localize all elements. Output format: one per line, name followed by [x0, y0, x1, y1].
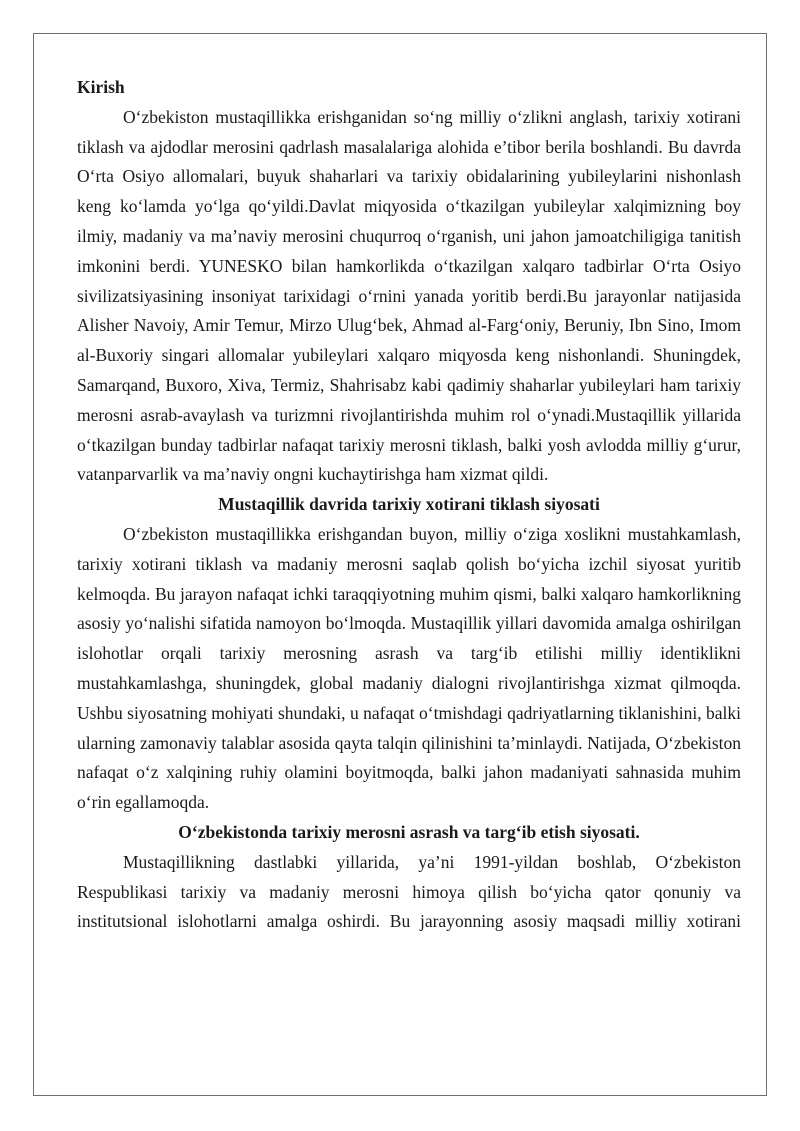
heading-section-historical-memory: Mustaqillik davrida tarixiy xotirani tiklash siyosati: [218, 494, 600, 515]
paragraph-intro: O‘zbekiston mustaqillikka erishganidan so‘ng milliy o‘zlikni anglash, tarixiy xotirani tiklash va ajdodlar merosini qadrlash masalalariga alohida e’tibor berila boshlandi. Bu davrda O‘rta Osiyo allomalari, buyuk shaharlari va tarixiy obidalarining yubileylarini nishonlash keng ko‘lamda yo‘lga qo‘yildi.Davlat miqyosida o‘tkazilgan yubileylar xalqimizning boy ilmiy, madaniy va ma’naviy merosini chuqurroq o‘rganish, uni jahon jamoatchiligiga tanitish imkonini berdi. YUNESKO bilan hamkorlikda o‘tkazilgan xalqaro tadbirlar O‘rta Osiyo sivilizatsiyasining insoniyat tarixidagi o‘rnini yanada yoritib berdi.Bu jarayonlar natijasida Alisher Navoiy, Amir Temur, Mirzo Ulug‘bek, Ahmad al-Farg‘oniy, Beruniy, Ibn Sino, Imom al-Buxoriy singari allomalar yubileylari xalqaro miqyosda keng nishonlandi. Shuningdek, Samarqand, Buxoro, Xiva, Termiz, Shahrisabz kabi qadimiy shaharlar yubileylari ham tarixiy merosni asrab-avaylash va turizmni rivojlantirishda muhim rol o‘ynadi.Mustaqillik yillarida o‘tkazilgan bunday tadbirlar nafaqat tarixiy merosni tiklash, balki yosh avlodda milliy g‘urur, vatanparvarlik va ma’naviy ongni kuchaytirishga ham xizmat qildi.: [77, 106, 741, 485]
heading-intro: Kirish: [77, 77, 125, 97]
document-body: [77, 73, 741, 937]
paragraph-heritage-policy: Mustaqillikning dastlabki yillarida, ya’ni 1991-yildan boshlab, O‘zbekiston Respublikasi tarixiy va madaniy merosni himoya qilish bo‘yicha qator qonuniy va institutsional islohotlarni amalga oshirdi. Bu jarayonning asosiy maqsadi milliy xotirani: [77, 851, 741, 932]
heading-section-heritage-policy: O‘zbekistonda tarixiy merosni asrash va targ‘ib etish siyosati.: [178, 821, 640, 842]
paragraph-historical-memory: O‘zbekiston mustaqillikka erishgandan buyon, milliy o‘ziga xoslikni mustahkamlash, tarixiy xotirani tiklash va madaniy merosni saqlab qolish bo‘yicha izchil siyosat yuritib kelmoqda. Bu jarayon nafaqat ichki taraqqiyotning muhim qismi, balki xalqaro hamkorlikning asosiy yo‘nalishi sifatida namoyon bo‘lmoqda. Mustaqillik yillari davomida amalga oshirilgan islohotlar orqali tarixiy merosning asrash va targ‘ib etilishi milliy identiklikni mustahkamlashga, shuningdek, global madaniy dialogni rivojlantirishga xizmat qilmoqda. Ushbu siyosatning mohiyati shundaki, u nafaqat o‘tmishdagi qadriyatlarning tiklanishini, balki ularning zamonaviy talablar asosida qayta talqin qilinishini ta’minlaydi. Natijada, O‘zbekiston nafaqat o‘z xalqining ruhiy olamini boyitmoqda, balki jahon madaniyati sahnasida muhim o‘rin egallamoqda.: [77, 523, 741, 813]
